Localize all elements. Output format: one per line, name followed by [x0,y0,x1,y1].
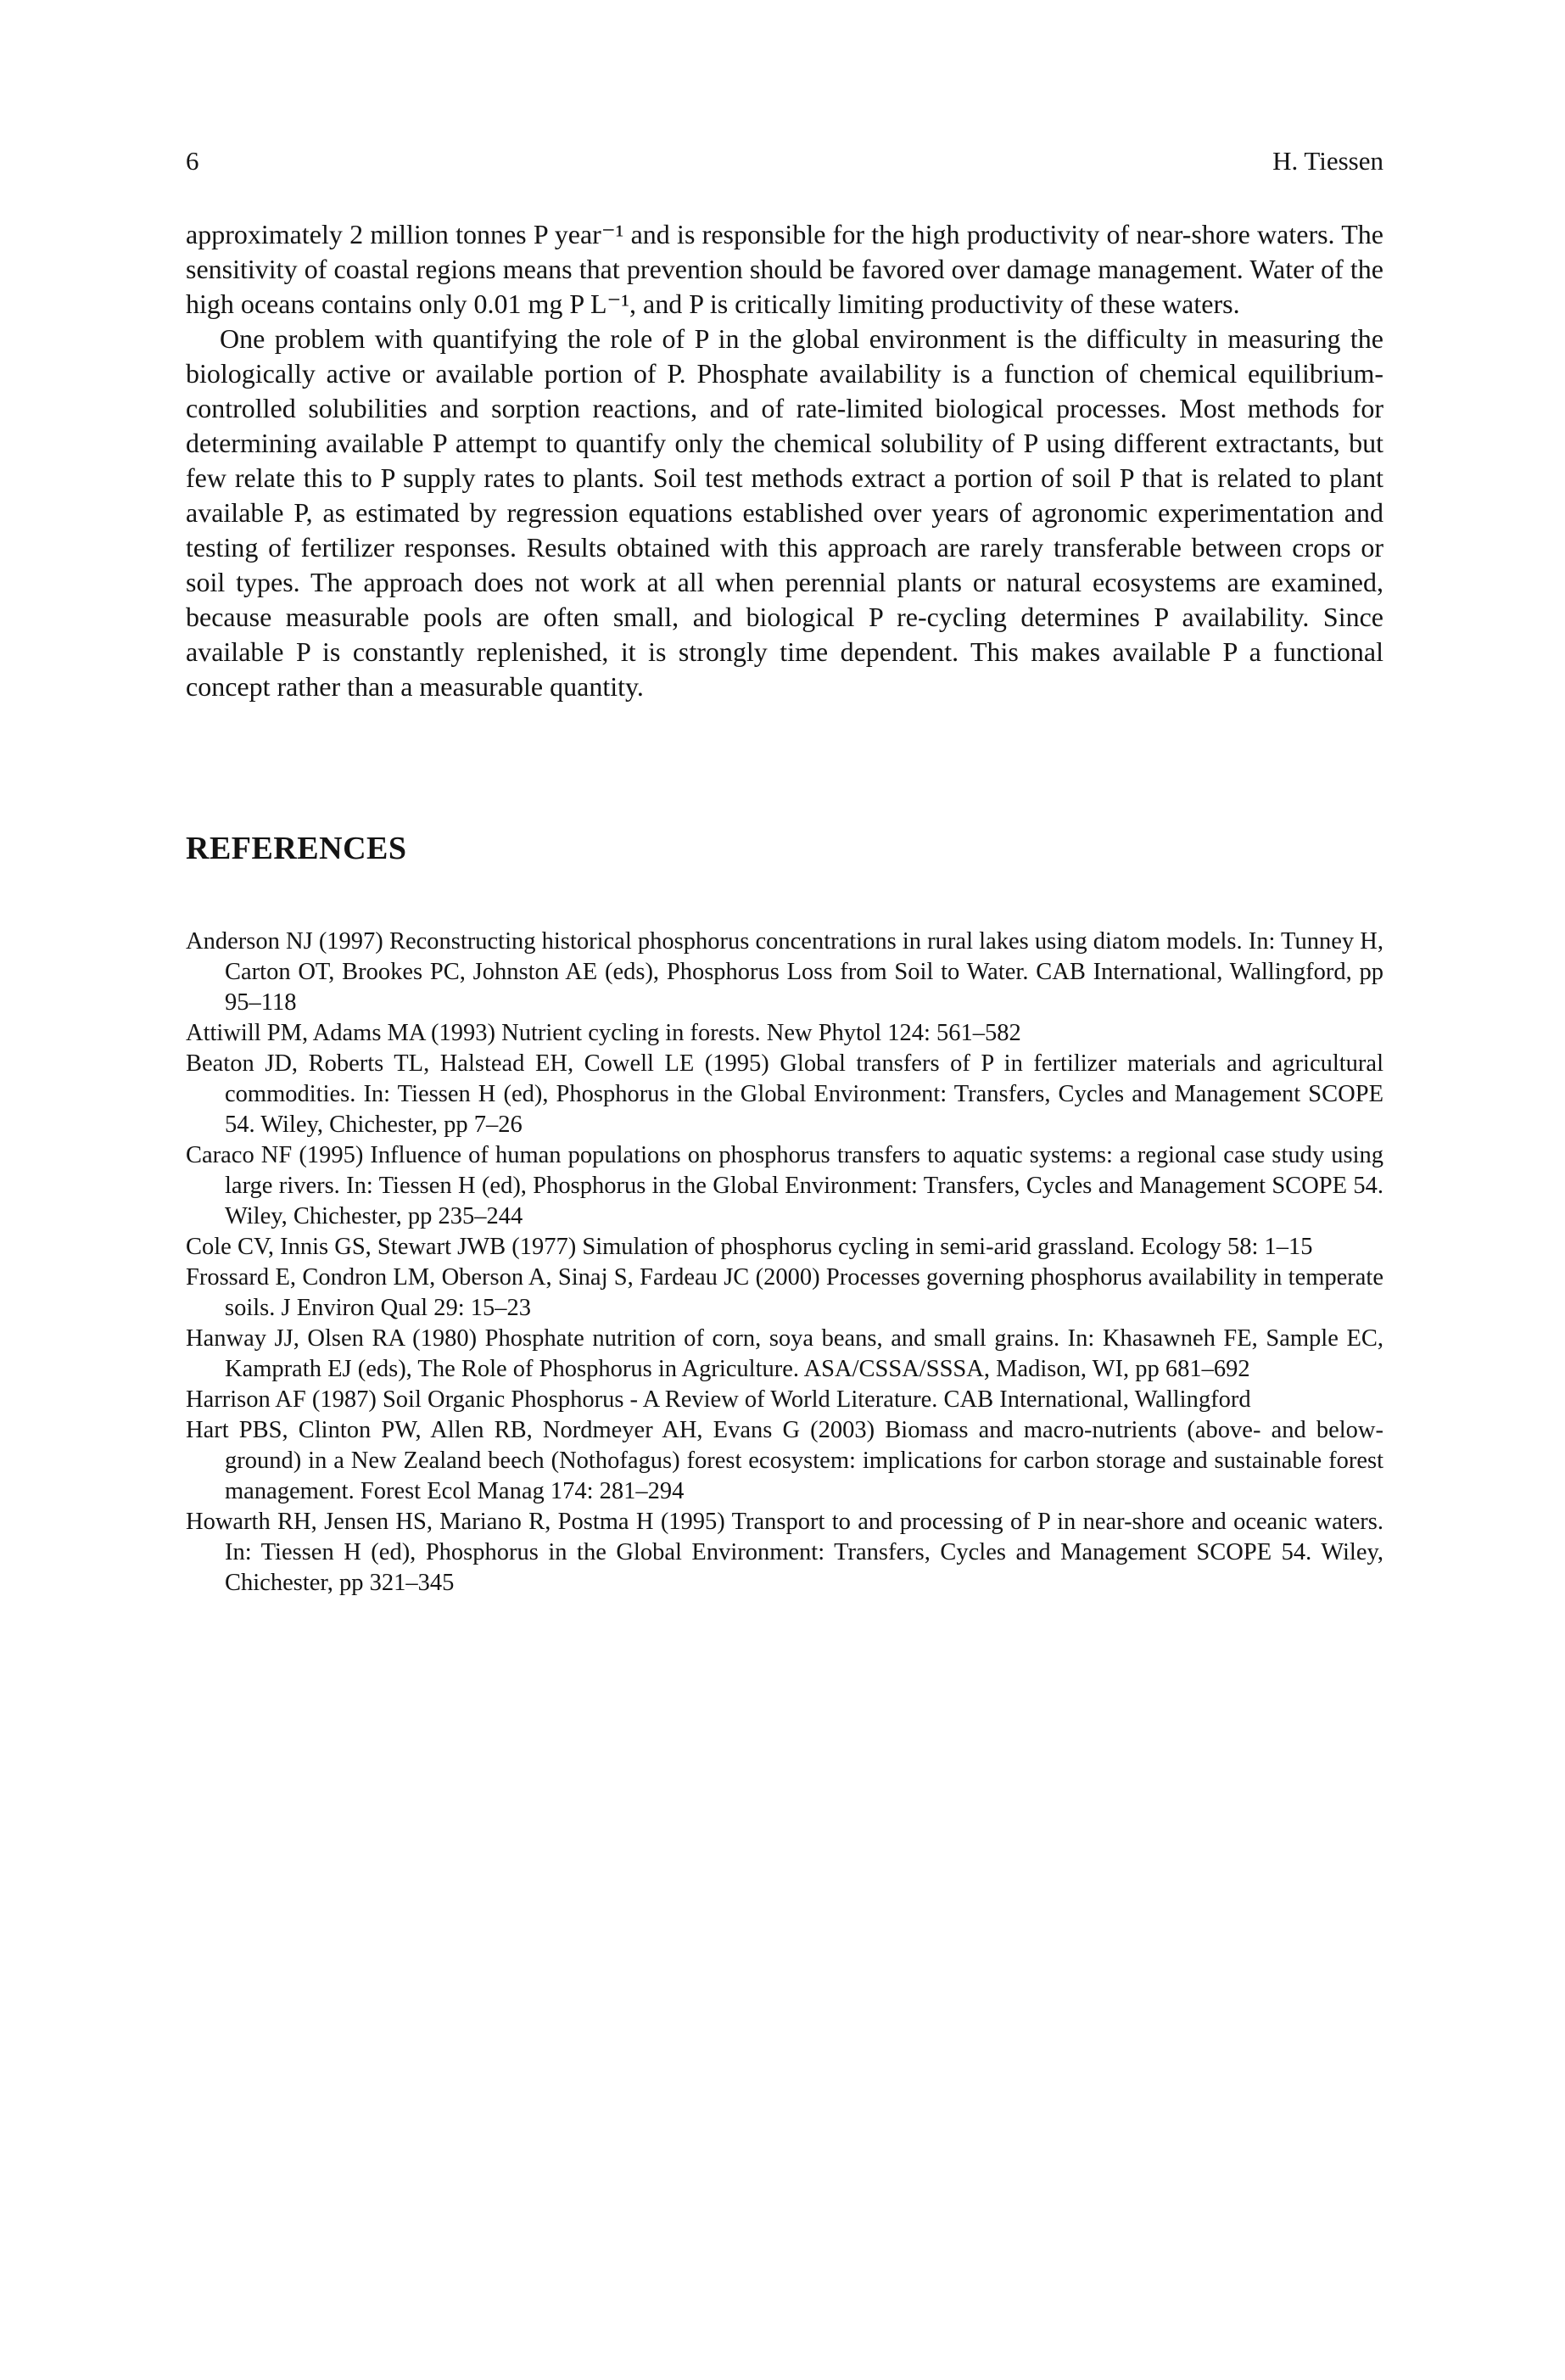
reference-item: Harrison AF (1987) Soil Organic Phosphorus - A Review of World Literature. CAB International, Wallingford [186,1386,1251,1413]
running-head: H. Tiessen [1272,146,1383,176]
reference-item: Hanway JJ, Olsen RA (1980) Phosphate nutrition of corn, soya beans, and small grains. In: Khasawneh FE, Sample EC, Kamprath EJ (eds), The Role of Phosphorus in Agriculture. ASA/CSSA/SSSA, Madison, WI, pp 681–692 [186,1325,1383,1382]
reference-item: Attiwill PM, Adams MA (1993) Nutrient cycling in forests. New Phytol 124: 561–582 [186,1020,1021,1046]
reference-item: Hart PBS, Clinton PW, Allen RB, Nordmeyer AH, Evans G (2003) Biomass and macro-nutrients (above- and below-ground) in a New Zealand beech (Nothofagus) forest ecosystem: implications for carbon storage and sustainable forest management. Forest Ecol Manag 174: 281–294 [186,1417,1383,1504]
page-number: 6 [186,146,199,176]
body-text [186,217,1383,704]
references-heading: REFERENCES [186,831,407,866]
page-header [186,146,1383,176]
reference-item: Cole CV, Innis GS, Stewart JWB (1977) Simulation of phosphorus cycling in semi-arid grassland. Ecology 58: 1–15 [186,1234,1313,1260]
reference-item: Howarth RH, Jensen HS, Mariano R, Postma H (1995) Transport to and processing of P in near-shore and oceanic waters. In: Tiessen H (ed), Phosphorus in the Global Environment: Transfers, Cycles and Management SCOPE 54. Wiley, Chichester, pp 321–345 [186,1509,1383,1596]
reference-item: Anderson NJ (1997) Reconstructing historical phosphorus concentrations in rural lakes using diatom models. In: Tunney H, Carton OT, Brookes PC, Johnston AE (eds), Phosphorus Loss from Soil to Water. CAB International, Wallingford, pp 95–118 [186,928,1383,1016]
reference-item: Beaton JD, Roberts TL, Halstead EH, Cowell LE (1995) Global transfers of P in fertilizer materials and agricultural commodities. In: Tiessen H (ed), Phosphorus in the Global Environment: Transfers, Cycles and Management SCOPE 54. Wiley, Chichester, pp 7–26 [186,1050,1383,1138]
reference-item: Caraco NF (1995) Influence of human populations on phosphorus transfers to aquatic systems: a regional case study using large rivers. In: Tiessen H (ed), Phosphorus in the Global Environment: Transfers, Cycles and Management SCOPE 54. Wiley, Chichester, pp 235–244 [186,1142,1383,1229]
reference-item: Frossard E, Condron LM, Oberson A, Sinaj S, Fardeau JC (2000) Processes governing phosphorus availability in temperate soils. J Environ Qual 29: 15–23 [186,1264,1383,1321]
paragraph: One problem with quantifying the role of P in the global environment is the difficulty in measuring the biologically active or available portion of P. Phosphate availability is a function of chemical equilibrium-controlled solubilities and sorption reactions, and of rate-limited biological processes. Most methods for determining available P attempt to quantify only the chemical solubility of P using different extractants, but few relate this to P supply rates to plants. Soil test methods extract a portion of soil P that is related to plant available P, as estimated by regression equations established over years of agronomic experimentation and testing of fertilizer responses. Results obtained with this approach are rarely transferable between crops or soil types. The approach does not work at all when perennial plants or natural ecosystems are examined, because measurable pools are often small, and biological P re-cycling determines P availability. Since available P is constantly replenished, it is strongly time dependent. This makes available P a functional concept rather than a measurable quantity. [186,323,1383,702]
references-list [186,927,1383,1599]
paragraph: approximately 2 million tonnes P year⁻¹ and is responsible for the high productivity of near-shore waters. The sensitivity of coastal regions means that prevention should be favored over damage management. Water of the high oceans contains only 0.01 mg P L⁻¹, and P is critically limiting productivity of these waters. [186,219,1383,319]
page-content [186,146,1383,1599]
